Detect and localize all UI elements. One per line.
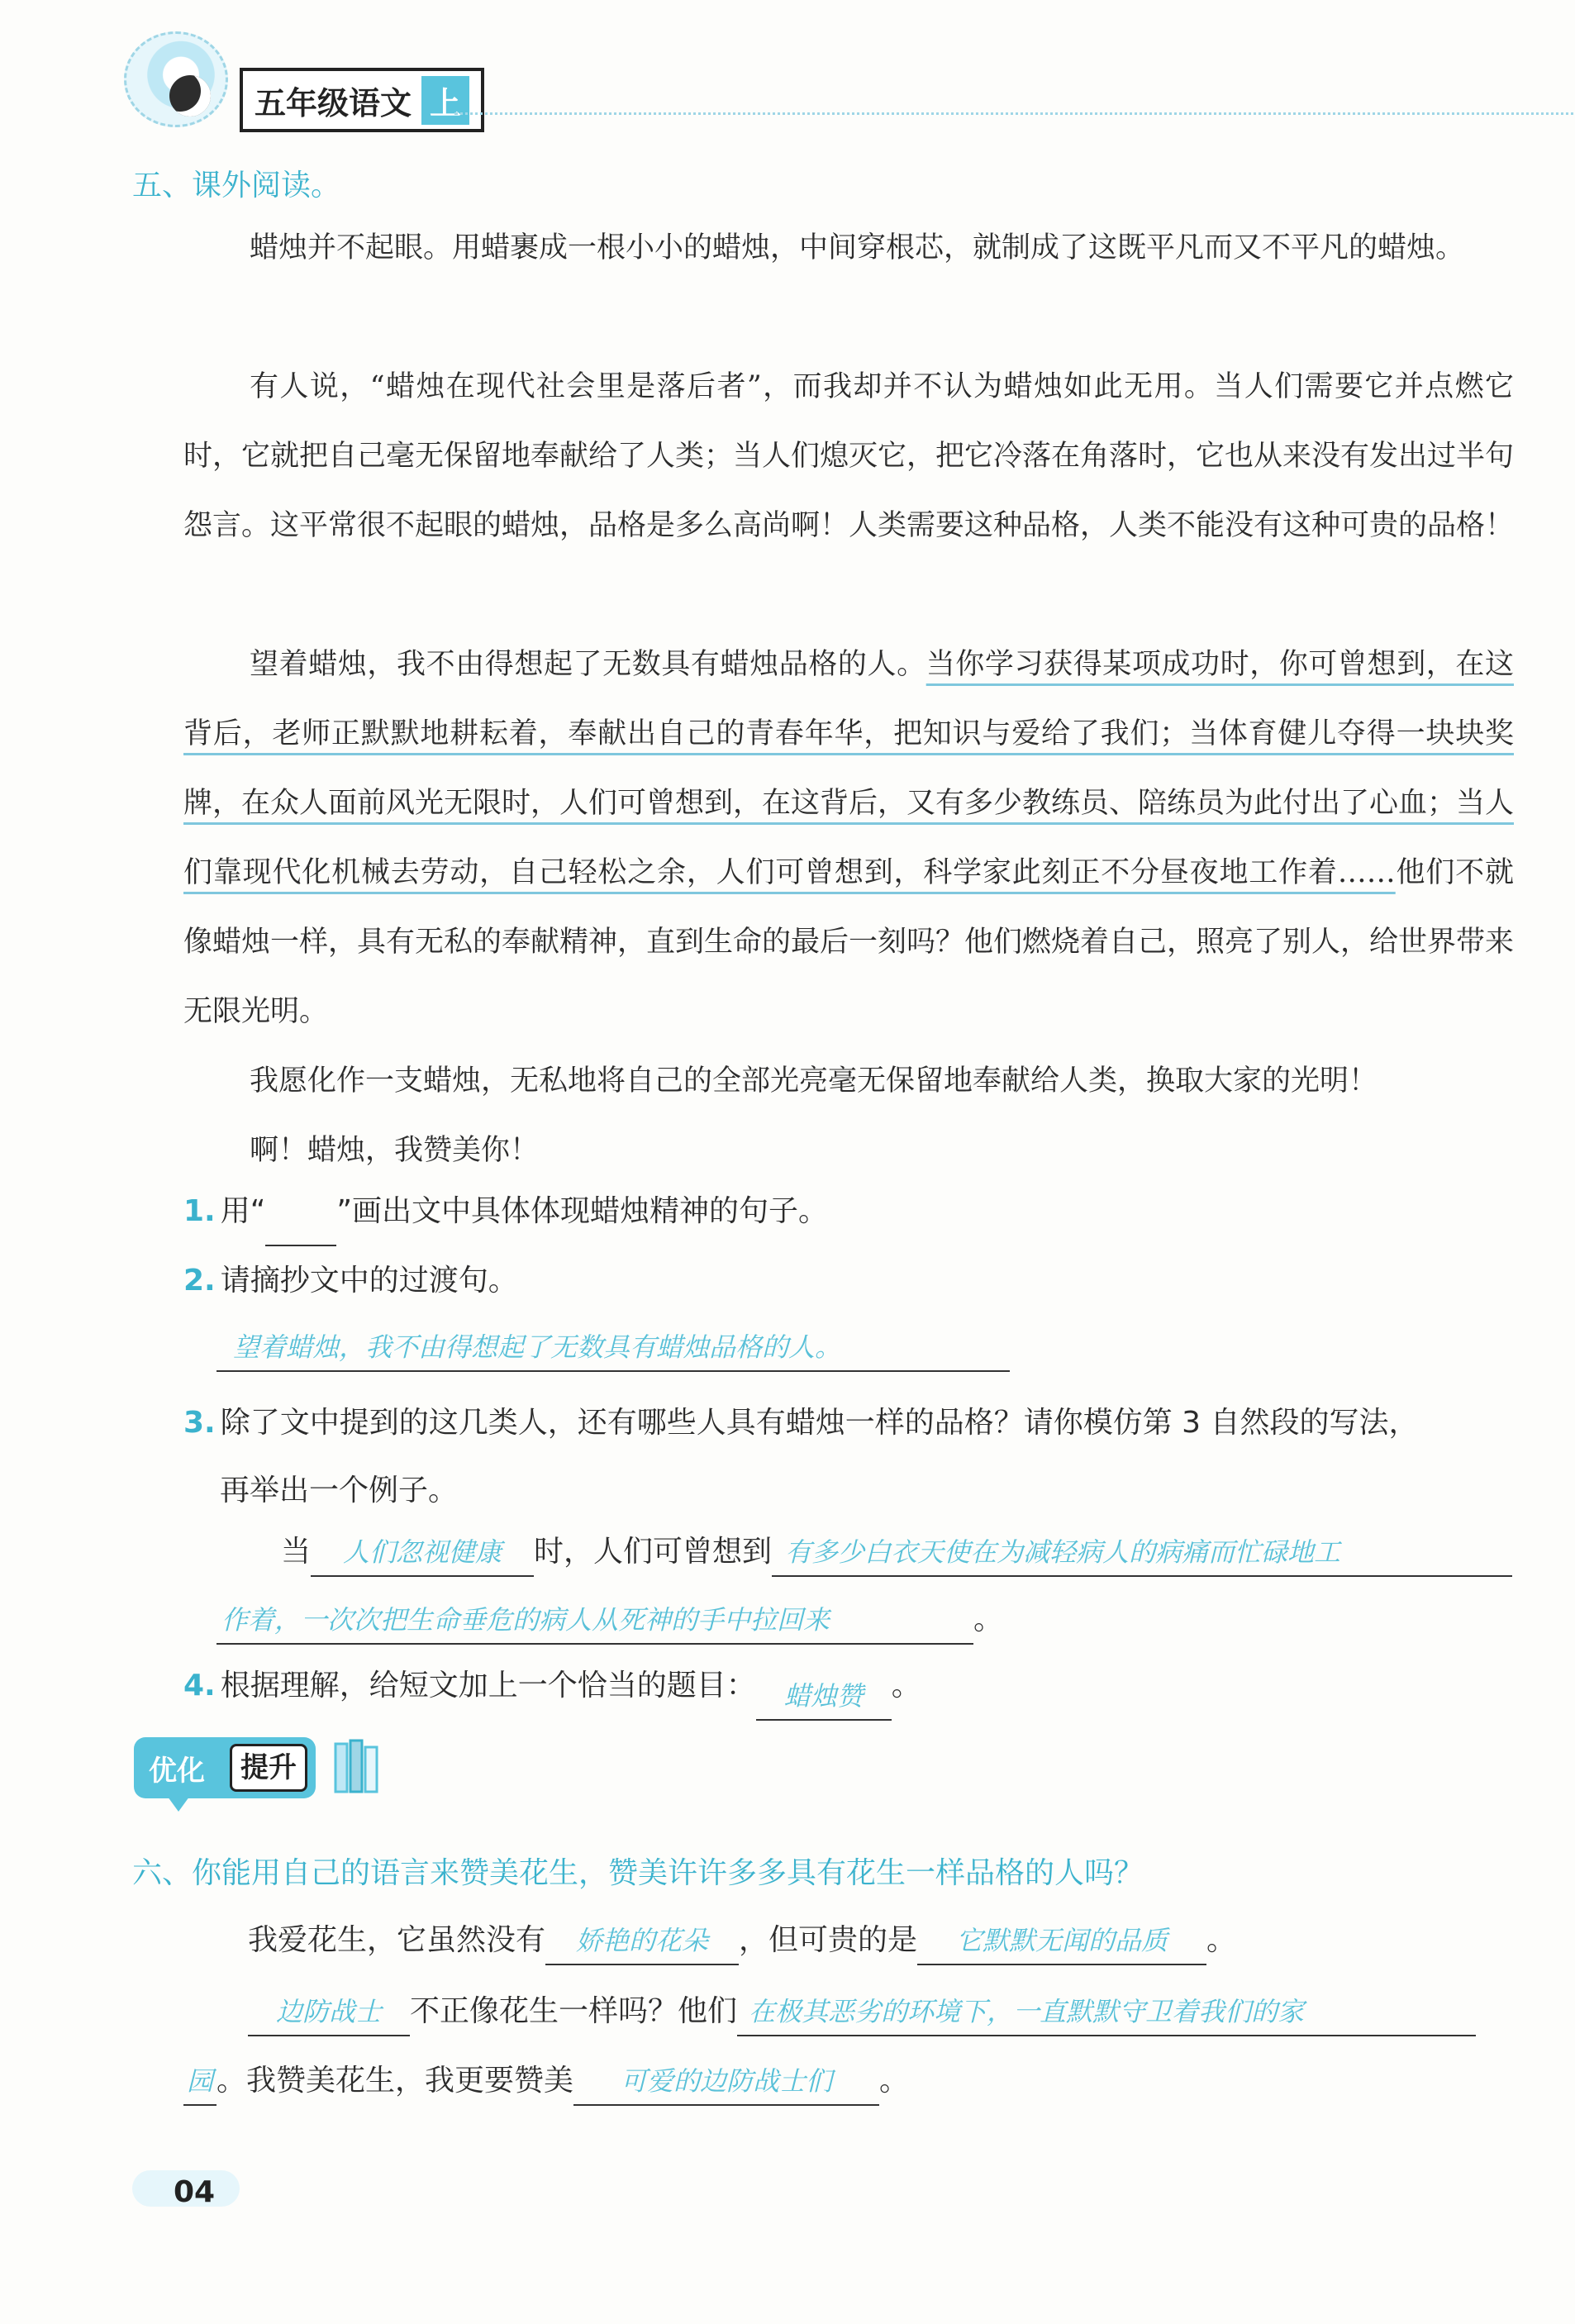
question-3-blank1[interactable]: 人们忽视健康 (311, 1529, 534, 1577)
page-number: 04 (174, 2175, 216, 2209)
question-3-mid: 时，人们可曾想到 (534, 1535, 773, 1569)
section6-line3 (183, 2056, 909, 2106)
paragraph-3 (183, 630, 1514, 1046)
question-1-pre: 用“ (220, 1194, 266, 1228)
grade-label (240, 68, 484, 132)
question-4 (183, 1651, 1522, 1721)
question-1-number: 1. (183, 1194, 216, 1228)
paragraph-4: 我愿化作一支蜡烛，无私地将自己的全部光亮毫无保留地奉献给人类，换取大家的光明！ (250, 1064, 1378, 1098)
question-4-number: 4. (183, 1669, 216, 1703)
section6-line1 (248, 1916, 1236, 1965)
question-3-answer-line2 (217, 1595, 1003, 1645)
paragraph-5: 啊！蜡烛，我赞美你！ (250, 1134, 540, 1167)
question-2-number: 2. (183, 1264, 216, 1298)
question-3-text: 除了文中提到的这几类人，还有哪些人具有蜡烛一样的品格？请你模仿第 3 自然段的写法， (220, 1406, 1419, 1440)
paragraph-1: 蜡烛并不起眼。用蜡裹成一根小小的蜡烛，中间穿根芯，就制成了这既平凡而又不平凡的蜡烛。 (250, 231, 1465, 264)
question-4-answer[interactable]: 蜡烛赞 (756, 1673, 892, 1721)
moon-logo-icon (124, 31, 228, 127)
paragraph-2: 有人说，“蜡烛在现代社会里是落后者”，而我却并不认为蜡烛如此无用。当人们需要它并点燃它时，它就把自己毫无保留地奉献给了人类；当人们熄灭它，把它冷落在角落时，它也从来没有发出过半句怨言。这平常很不起眼的蜡烛，品格是多么高尚啊！人类需要这种品格，人类不能没有这种可贵的品格！ (183, 370, 1515, 542)
section6-l3-blank1[interactable]: 园 (183, 2058, 217, 2106)
page-header (124, 25, 1529, 124)
paragraph-3-lead: 望着蜡烛，我不由得想起了无数具有蜡烛品格的人。 (250, 648, 926, 681)
books-icon (334, 1739, 380, 1795)
question-3-answer-line1 (281, 1527, 1512, 1577)
badge-left: 优化 (149, 1754, 205, 1788)
question-3-pre: 当 (281, 1535, 312, 1569)
section6-l3-blank2[interactable]: 可爱的边防战士们 (573, 2058, 879, 2106)
section6-l2-blank2[interactable]: 在极其恶劣的环境下，一直默默守卫着我们的家 (737, 1988, 1476, 2036)
question-3-text2: 再举出一个例子。 (220, 1474, 459, 1507)
paragraph-3-tail: 他们不就像蜡烛一样，具有无私的奉献精神，直到生命的最后一刻吗？他们燃烧着自己，照亮了别人，给世界带来无限光明。 (183, 856, 1515, 1028)
section6-l2-blank1[interactable]: 边防战士 (248, 1988, 410, 2036)
question-2 (183, 1246, 1522, 1316)
header-divider (454, 112, 1575, 115)
subject-text: 五年级语文 (255, 84, 412, 121)
question-2-answer[interactable]: 望着蜡烛，我不由得想起了无数具有蜡烛品格的人。 (217, 1324, 1010, 1372)
section6-l1-blank2[interactable]: 它默默无闻的品质 (917, 1917, 1206, 1965)
badge-tail (165, 1793, 192, 1812)
section6-line2 (248, 1987, 1476, 2036)
paragraph-3-underlined: 当你学习获得某项成功时，你可曾想到，在这背后，老师正默默地耕耘着，奉献出自己的青春年华，把知识与爱给了我们；当体育健儿夺得一块块奖牌，在众人面前风光无限时，人们可曾想到，在这背后，又有多少教练员、陪练员为此付出了心血；当人们靠现代化机械去劳动，自己轻松之余，人们可曾想到，科学家此刻正不分昼夜地工作着…… (183, 648, 1515, 889)
section6-l3-end: 。 (879, 2064, 910, 2098)
section6-l2-mid: 不正像花生一样吗？他们 (410, 1994, 738, 2028)
section6-l1-pre: 我爱花生，它虽然没有 (248, 1923, 546, 1957)
question-3-number: 3. (183, 1406, 216, 1440)
question-2-text: 请摘抄文中的过渡句。 (220, 1264, 518, 1298)
section6-l3-mid: 。我赞美花生，我更要赞美 (217, 2064, 574, 2098)
question-1-text: ”画出文中具体体现蜡烛精神的句子。 (336, 1194, 829, 1228)
question-3-end: 。 (973, 1603, 1004, 1636)
question-4-text: 根据理解，给短文加上一个恰当的题目： (220, 1669, 756, 1703)
question-3 (183, 1388, 1522, 1458)
section5-title: 五、课外阅读。 (132, 169, 341, 202)
section6-title: 六、你能用自己的语言来赞美花生，赞美许许多多具有花生一样品格的人吗？ (132, 1856, 1144, 1890)
section-badge (134, 1737, 316, 1798)
question-1 (183, 1177, 1522, 1246)
question-3-answer2[interactable]: 作着，一次次把生命垂危的病人从死神的手中拉回来 (217, 1597, 973, 1645)
section6-l1-mid: ，但可贵的是 (739, 1923, 918, 1957)
question-3-answer1[interactable]: 有多少白衣天使在为减轻病人的病痛而忙碌地工 (772, 1529, 1512, 1577)
volume-tag: 上 (421, 76, 469, 125)
badge-right: 提升 (230, 1744, 307, 1792)
section6-l1-end: 。 (1206, 1923, 1237, 1957)
section6-l1-blank1[interactable]: 娇艳的花朵 (545, 1917, 739, 1965)
question-4-end: 。 (891, 1669, 921, 1703)
